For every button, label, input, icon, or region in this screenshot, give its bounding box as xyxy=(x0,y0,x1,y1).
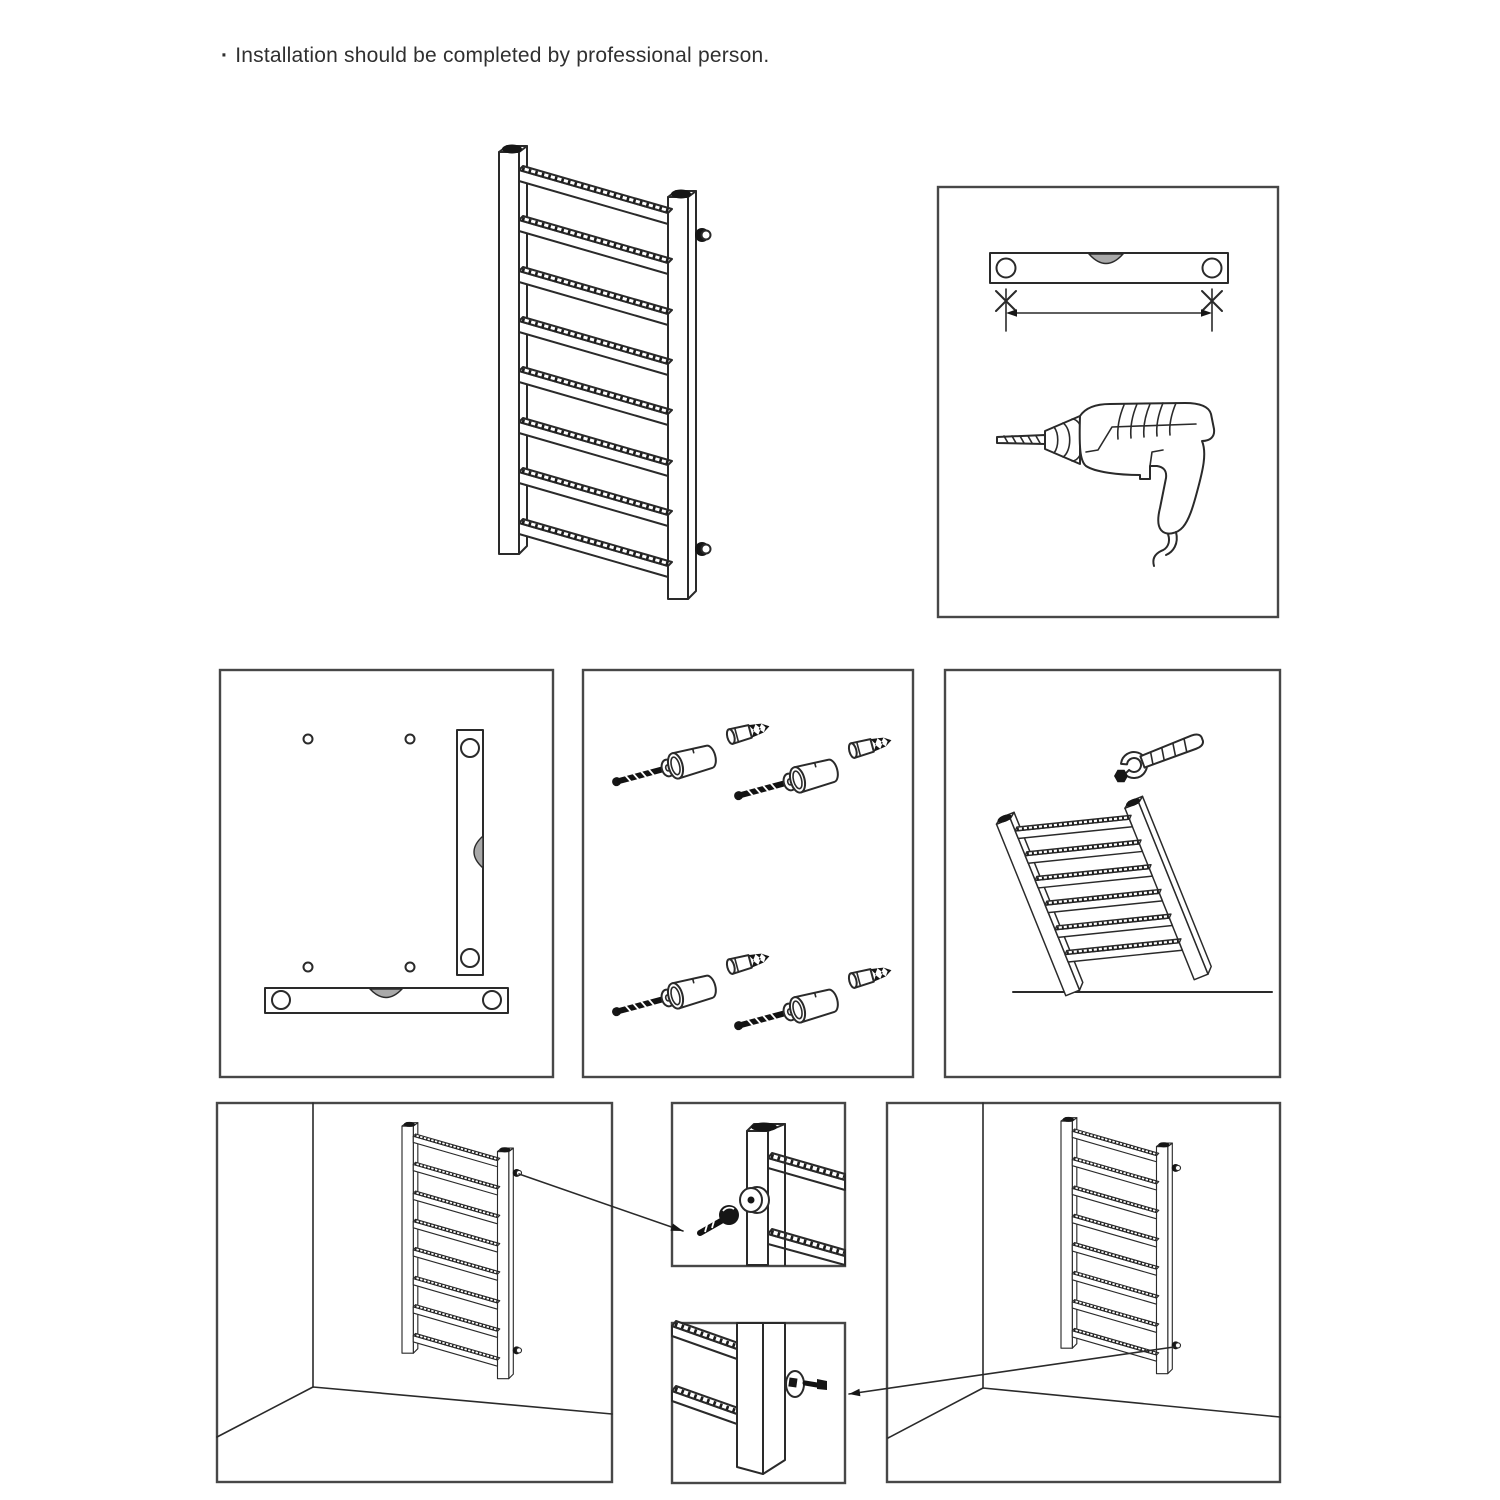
instruction-sentence: Installation should be completed by professional person. xyxy=(235,44,770,67)
horizontal-spirit-level-icon xyxy=(265,988,508,1013)
hero-towel-rail-icon xyxy=(499,145,711,600)
panel-template xyxy=(220,670,553,1077)
washer-icon xyxy=(740,1187,769,1213)
vertical-spirit-level-icon xyxy=(457,730,483,975)
panel-marking xyxy=(938,187,1278,617)
spirit-level-icon xyxy=(990,253,1228,283)
bullet-point: · xyxy=(221,44,229,67)
